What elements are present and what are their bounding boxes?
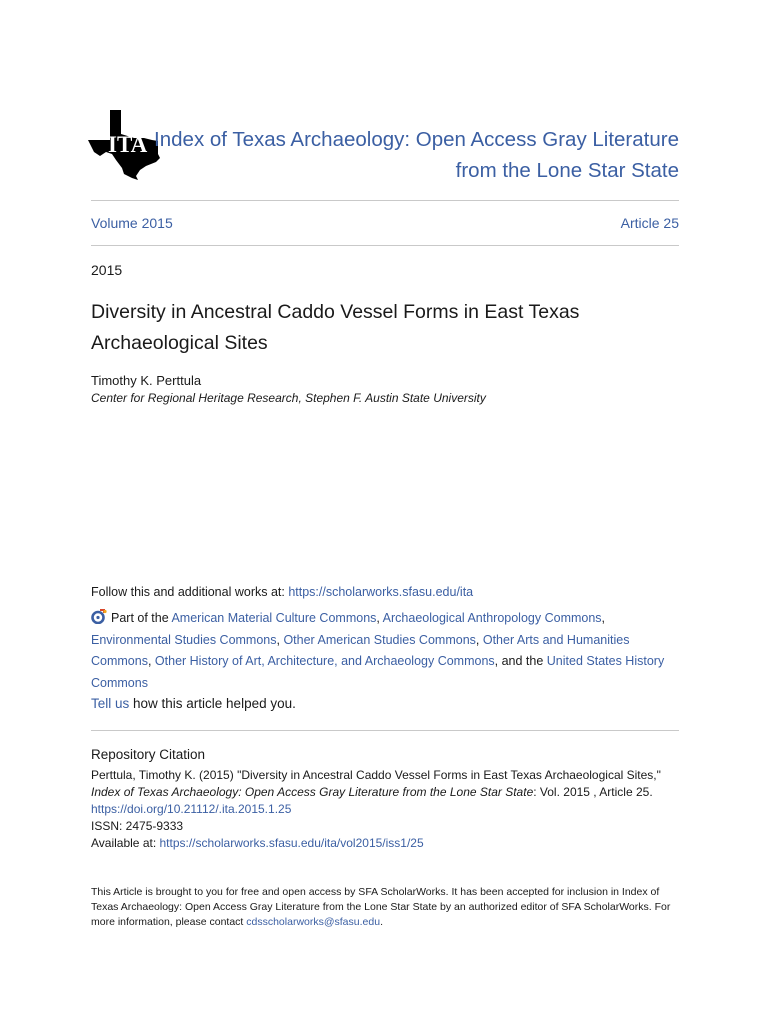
open-access-icon — [91, 609, 108, 624]
logo-text: ITA — [108, 132, 148, 157]
citation-heading: Repository Citation — [91, 747, 206, 762]
citation-volume: : Vol. 2015 , Article 25. — [533, 785, 653, 799]
publication-year: 2015 — [91, 262, 123, 278]
article-title — [91, 297, 651, 358]
footer-end: . — [380, 916, 383, 928]
journal-title[interactable] — [139, 124, 679, 186]
available-label: Available at: — [91, 836, 160, 850]
tell-us-link[interactable]: Tell us — [91, 696, 130, 711]
citation-text: Perttula, Timothy K. (2015) "Diversity in Ancestral Caddo Vessel Forms in East Texas Archaeological Sites," — [91, 768, 661, 782]
commons-and: , and the — [494, 654, 547, 668]
article-title-line2: Archaeological Sites — [91, 331, 268, 354]
commons-separator: , — [147, 654, 155, 668]
author-affiliation: Center for Regional Heritage Research, Stephen F. Austin State University — [91, 391, 486, 405]
commons-link-american-material-culture[interactable]: American Material Culture Commons — [171, 611, 377, 625]
article-number-link[interactable]: Article 25 — [620, 215, 679, 231]
citation-rule — [91, 730, 679, 731]
commons-link-united-states-history[interactable]: United States History Commons — [91, 654, 665, 690]
part-of-commons — [91, 608, 681, 694]
volume-link[interactable]: Volume 2015 — [91, 215, 173, 231]
footer-notice — [91, 885, 681, 930]
commons-link-environmental-studies[interactable]: Environmental Studies Commons — [91, 632, 277, 647]
commons-separator: , — [276, 632, 284, 647]
tell-us-line — [91, 696, 296, 711]
journal-title-line1[interactable]: Index of Texas Archaeology: Open Access Gray Literature — [154, 128, 679, 151]
follow-label: Follow this and additional works at: — [91, 585, 289, 599]
commons-separator: , — [376, 611, 383, 625]
commons-link-archaeological-anthropology[interactable]: Archaeological Anthropology Commons — [382, 611, 602, 625]
available-url-link[interactable]: https://scholarworks.sfasu.edu/ita/vol2015/iss1/25 — [159, 836, 424, 850]
citation-journal: Index of Texas Archaeology: Open Access Gray Literature from the Lone Star State — [91, 785, 534, 799]
follow-line — [91, 585, 473, 599]
citation-body — [91, 767, 681, 852]
footer-text: This Article is brought to you for free and open access by SFA ScholarWorks. It has been accepted for inclusion in Index of Texas Archaeology: Open Access Gray Literature from the Lone Star State by an authorized editor of SFA ScholarWorks. For more information, please contact — [91, 886, 671, 928]
commons-link-other-history-art-architecture[interactable]: Other History of Art, Architecture, and Archaeology Commons — [154, 654, 495, 668]
issue-rule — [91, 245, 679, 246]
header-rule — [91, 200, 679, 201]
follow-url-link[interactable]: https://scholarworks.sfasu.edu/ita — [288, 585, 474, 599]
part-of-prefix: Part of the — [111, 611, 172, 625]
commons-separator: , — [601, 611, 606, 625]
commons-link-other-arts-humanities[interactable]: Other Arts and Humanities Commons — [91, 632, 630, 668]
journal-title-line2[interactable]: from the Lone Star State — [455, 159, 679, 182]
article-title-line1: Diversity in Ancestral Caddo Vessel Forms in East Texas — [91, 301, 580, 323]
contact-email-link[interactable]: cdsscholarworks@sfasu.edu — [246, 916, 381, 928]
doi-link[interactable]: https://doi.org/10.21112/.ita.2015.1.25 — [91, 802, 292, 816]
tell-us-text: how this article helped you. — [129, 696, 296, 711]
commons-separator: , — [475, 632, 483, 647]
commons-link-other-american-studies[interactable]: Other American Studies Commons — [283, 632, 476, 647]
author-name: Timothy K. Perttula — [91, 373, 202, 388]
issn: ISSN: 2475-9333 — [91, 819, 184, 833]
